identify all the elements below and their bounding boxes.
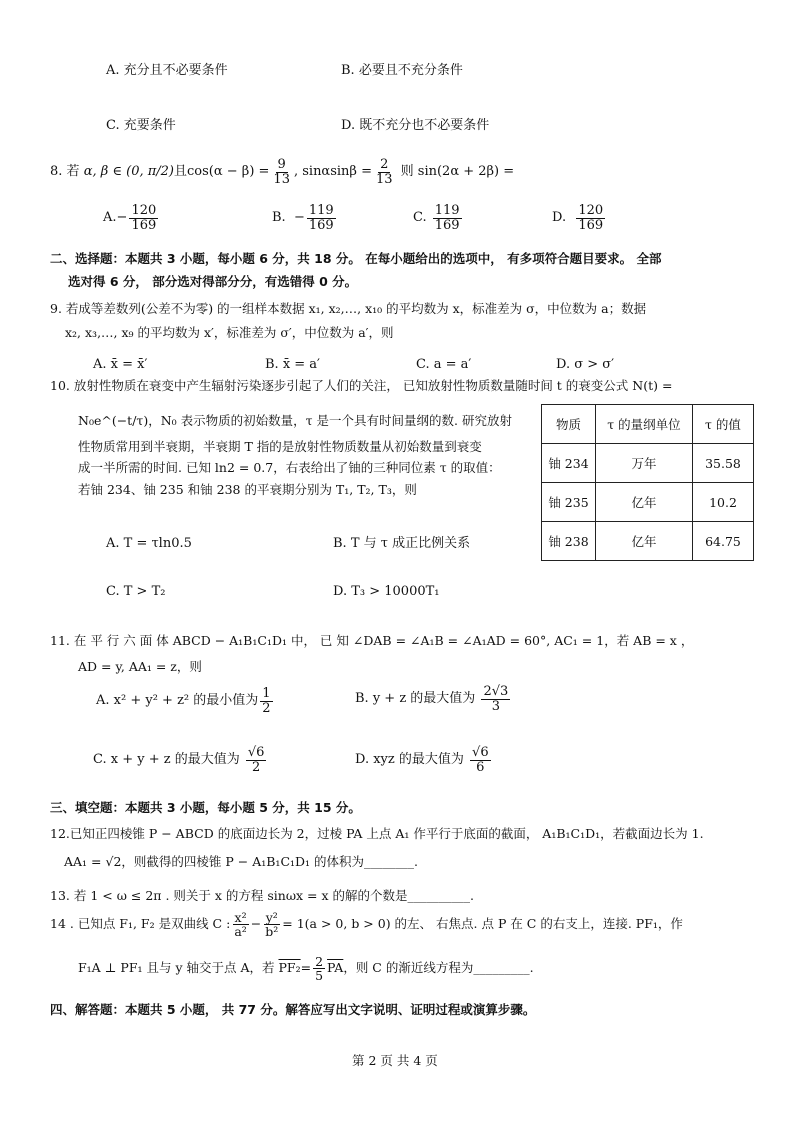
- q7-option-d: D. 既不充分也不必要条件: [341, 118, 490, 133]
- q7-option-b: B. 必要且不充分条件: [341, 63, 463, 78]
- q10-stem-line4: 成一半所需的时间. 已知 ln2 = 0.7，右表给出了铀的三种同位素 τ 的取值：: [78, 460, 501, 475]
- q8-option-b: B. − $\frac{119}{169}$: [272, 203, 334, 233]
- table-header-row: [542, 405, 754, 444]
- table-cell: 亿年: [596, 522, 693, 561]
- q8-option-a: A. − $\frac{120}{169}$: [103, 203, 157, 233]
- q10-option-b: B. T 与 τ 成正比例关系: [333, 536, 471, 551]
- q11-stem-line1: 11. 在 平 行 六 面 体 ABCD − A₁B₁C₁D₁ 中， 已 知 ∠DAB = ∠A₁B = ∠A₁AD = 60°, AC₁ = 1，若 AB = x ，: [50, 633, 694, 648]
- table-cell: 铀 238: [542, 522, 596, 561]
- q12-stem-line2: AA₁ = √2，则截得的四棱锥 P − A₁B₁C₁D₁ 的体积为________.: [64, 854, 418, 869]
- q10-stem-line3: 性物质常用到半衰期，半衰期 T 指的是放射性物质数量从初始数量到衰变: [78, 439, 482, 454]
- q8-cond3: , sinαsinβ =: [293, 163, 372, 179]
- q11-option-b: B. y + z 的最大值为 $\frac{2√3}{3}$: [355, 684, 509, 714]
- q9-stem-line1: 9. 若成等差数列(公差不为零) 的一组样本数据 x₁, x₂,…, x₁₀ 的平均数为 x，标准差为 σ，中位数为 a；数据: [50, 301, 647, 316]
- q7-option-a: A. 充分且不必要条件: [106, 63, 228, 78]
- table-cell: 35.58: [693, 444, 754, 483]
- q8-ask: 则 sin(2α + 2β) =: [400, 163, 515, 179]
- table-cell: 铀 235: [542, 483, 596, 522]
- q8-prefix: 8. 若: [50, 163, 80, 179]
- table-cell: 64.75: [693, 522, 754, 561]
- table-cell: 万年: [596, 444, 693, 483]
- table-cell: 10.2: [693, 483, 754, 522]
- q11-option-a: A. x² + y² + z² 的最小值为 $\frac{1}{2}$: [96, 686, 271, 716]
- table-row: [542, 483, 754, 522]
- q9-stem-line2: x₂, x₃,…, x₉ 的平均数为 x′，标准差为 σ′，中位数为 a′，则: [65, 325, 394, 340]
- section3-heading: 三、填空题：本题共 3 小题，每小题 5 分，共 15 分。: [50, 800, 361, 815]
- q12-stem-line1: 12.已知正四棱锥 P − ABCD 的底面边长为 2，过棱 PA 上点 A₁ 作平行于底面的截面， A₁B₁C₁D₁，若截面边长为 1.: [50, 826, 704, 841]
- table-row: [542, 522, 754, 561]
- table-row: [542, 444, 754, 483]
- section2-heading-cont: 选对得 6 分， 部分选对得部分分，有选错得 0 分。: [68, 274, 358, 289]
- q14-stem-line2: F₁A ⊥ PF₁ 且与 y 轴交于点 A，若 PF₂ = $\frac{2}{5}$ $\overline{PA}$ ，则 C 的渐近线方程为_________.: [78, 954, 534, 984]
- section2-heading: 二、选择题：本题共 3 小题，每小题 6 分，共 18 分。 在每小题给出的选项中， 有多项符合题目要求。 全部: [50, 251, 662, 266]
- q11-option-d: D. xyz 的最大值为 $\frac{√6}{6}$: [355, 745, 489, 775]
- q14-stem-line1: 14 . 已知点 F₁, F₂ 是双曲线 C : $\frac{\text{x²}}{\text{a²}}$ − $\frac{\text{y²}}{\text{b²}}$ = 1(a > 0, b > 0) 的左、 右焦点. 点 P 在 C 的右支上，连接. PF₁，作: [50, 910, 683, 940]
- q7-option-c: C. 充要条件: [106, 118, 176, 133]
- q8-frac2: $\frac{2}{13}$: [375, 157, 393, 187]
- vector-pf2: PF₂: [278, 960, 301, 976]
- q10-option-a: A. T = τln0.5: [106, 536, 192, 551]
- section4-heading: 四、解答题：本题共 5 小题， 共 77 分。解答应写出文字说明、证明过程或演算步骤。: [50, 1002, 536, 1017]
- q10-stem-line1: 10. 放射性物质在衰变中产生辐射污染逐步引起了人们的关注， 已知放射性物质数量随时间 t 的衰变公式 N(t) =: [50, 378, 673, 393]
- q9-option-a: A. x̄ = x̄′: [93, 357, 148, 372]
- q10-option-d: D. T₃ > 10000T₁: [333, 584, 440, 599]
- q8-option-c: C. $\frac{119}{169}$: [413, 203, 460, 233]
- q8-cond2: 且cos(α − β) =: [174, 163, 270, 179]
- table-header-cell: τ 的值: [693, 405, 754, 444]
- q9-option-b: B. x̄ = a′: [265, 357, 321, 372]
- q13-stem: 13. 若 1 < ω ≤ 2π . 则关于 x 的方程 sinωx = x 的解的个数是__________.: [50, 888, 474, 903]
- uranium-tau-table: [541, 404, 754, 561]
- page-footer: 第 2 页 共 4 页: [352, 1053, 438, 1068]
- q8-frac1: $\frac{9}{13}$: [273, 157, 290, 187]
- q9-option-d: D. σ > σ′: [556, 357, 615, 372]
- q10-stem-line2: N₀e^(−t/τ)，N₀ 表示物质的初始数量，τ 是一个具有时间量纲的数. 研究放射: [78, 413, 512, 428]
- table-cell: 亿年: [596, 483, 693, 522]
- vector-pa: $\overline{PA}$: [327, 960, 344, 976]
- q11-stem-line2: AD = y, AA₁ = z，则: [78, 659, 202, 674]
- q11-option-c: C. x + y + z 的最大值为 $\frac{√6}{2}$: [93, 745, 265, 775]
- q10-stem-line5: 若铀 234、铀 235 和铀 238 的平衰期分别为 T₁, T₂, T₃，则: [78, 482, 417, 497]
- table-header-cell: τ 的量纲单位: [596, 405, 693, 444]
- q10-option-c: C. T > T₂: [106, 584, 166, 599]
- q8-option-d: D. $\frac{120}{169}$: [552, 203, 604, 233]
- table-header-cell: 物质: [542, 405, 596, 444]
- q9-option-c: C. a = a′: [416, 357, 472, 372]
- q8-stem: [50, 158, 514, 186]
- q8-cond1: α, β ∈ (0, π/2): [83, 163, 175, 179]
- table-cell: 铀 234: [542, 444, 596, 483]
